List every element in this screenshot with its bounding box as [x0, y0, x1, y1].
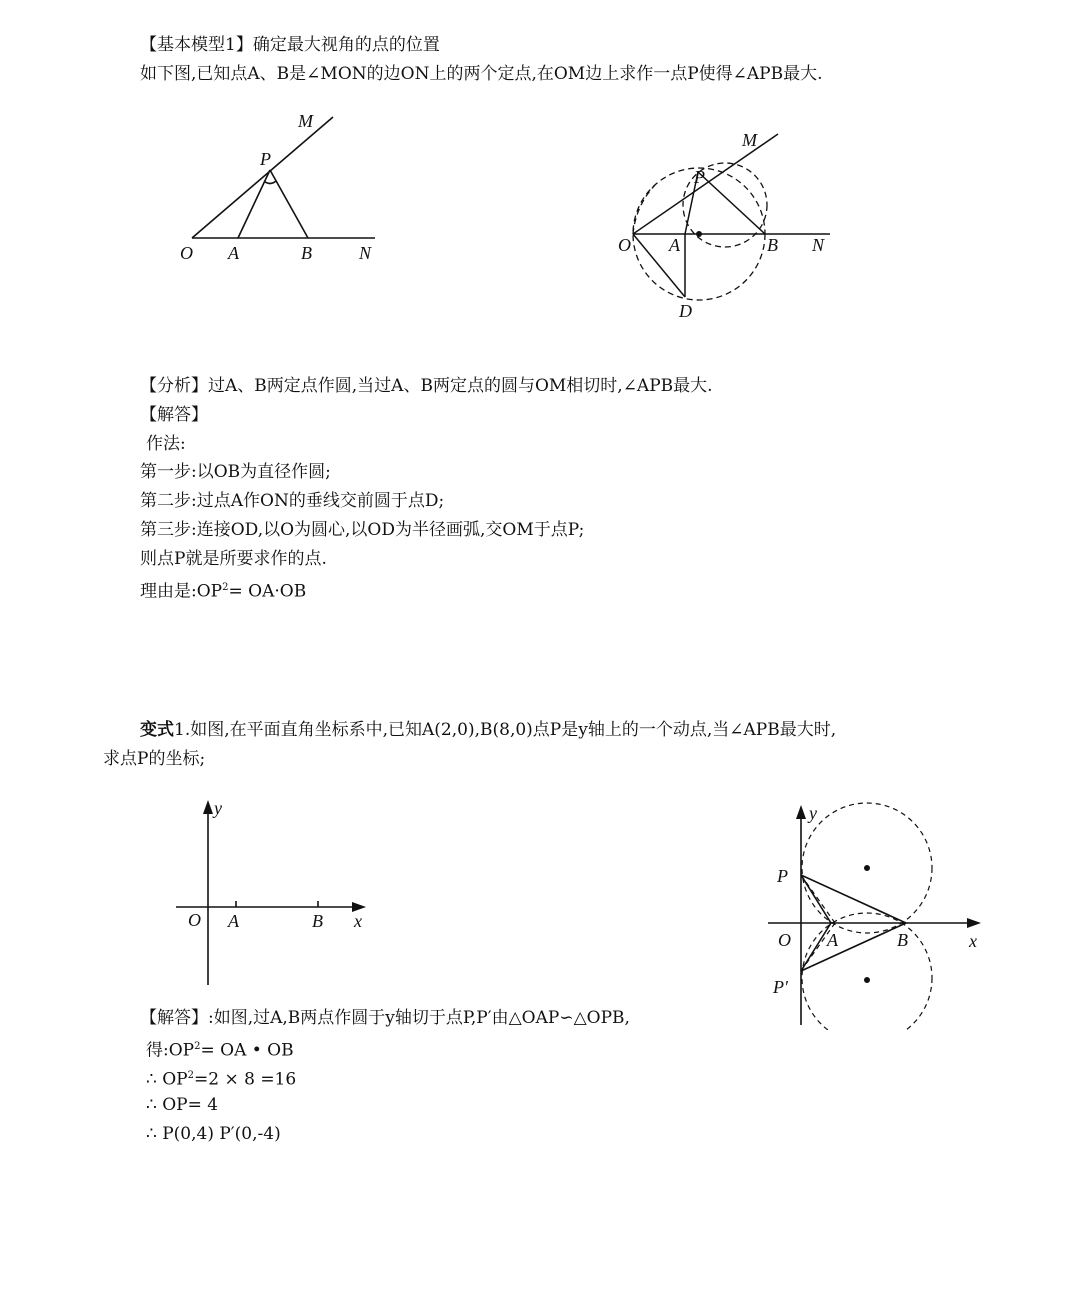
analysis: 【分析】过A、B两定点作圆,当过A、B两定点的圆与OM相切时,∠APB最大.: [140, 376, 713, 396]
label-o: O: [778, 930, 791, 950]
label-m: M: [742, 130, 757, 150]
solution-reason: 理由是$:OP^2= OA\cdot OB$: [140, 581, 307, 602]
solution-step-2: 第二步:过点A作ON的垂线交前圆于点D;: [140, 491, 445, 511]
label-b: B: [312, 911, 323, 931]
segment-pa: [238, 170, 270, 238]
ray-om: [192, 117, 333, 238]
label-y: y: [214, 798, 222, 818]
label-o: O: [618, 235, 631, 255]
solution-step-3: 第三步:连接OD,以O为圆心,以OD为半径画弧,交OM于点P;: [140, 520, 585, 540]
answer-line-2: 得$:OP^2=$ OA • OB: [146, 1040, 294, 1061]
figure-tangent-circles: [765, 795, 995, 1030]
label-p: P: [694, 167, 705, 187]
answer-line-5: ∴ P(0,4) P′(0,-4): [146, 1124, 281, 1144]
label-p: P: [777, 866, 788, 886]
problem-statement: 如下图,已知点A、B是∠MON的边ON上的两个定点,在OM边上求作一点P使得∠APB最大.: [140, 64, 823, 84]
circle-lower: [802, 913, 932, 1030]
figure-axes: [170, 790, 380, 990]
solution-heading: 【解答】: [140, 405, 208, 425]
label-y: y: [809, 803, 817, 823]
label-a: A: [228, 911, 239, 931]
segment-bp: [698, 172, 765, 234]
answer-line-3: ∴ $OP^2=2 \times 8 =16$: [146, 1069, 297, 1090]
y-arrow-icon: [203, 800, 213, 814]
label-d: D: [679, 301, 692, 321]
label-p: P: [260, 149, 271, 169]
solution-method: 作法:: [146, 434, 186, 454]
answer-line-1: 【解答】:如图,过A,B两点作圆于y轴切于点P,P′由△OAP∽△OPB,: [140, 1008, 630, 1028]
label-o: O: [188, 910, 201, 930]
center-dot: [696, 231, 702, 237]
solution-step-1: 第一步:以OB为直径作圆;: [140, 462, 331, 482]
label-n: N: [812, 235, 825, 255]
y-arrow-icon: [796, 805, 806, 819]
variant-line-2: 求点P的坐标;: [103, 749, 206, 769]
label-a: A: [827, 930, 838, 950]
segment-pb: [270, 170, 308, 238]
label-b: B: [301, 243, 312, 263]
upper-center-dot: [864, 865, 870, 871]
label-n: N: [359, 243, 372, 263]
x-arrow-icon: [967, 918, 981, 928]
figure-construction: [610, 125, 840, 325]
label-o: O: [180, 243, 193, 263]
label-a: A: [669, 235, 680, 255]
label-b: B: [897, 930, 908, 950]
answer-line-4: ∴ OP= 4: [146, 1095, 219, 1115]
variant-line-1: 变式1.如图,在平面直角坐标系中,已知A(2,0),B(8,0)点P是y轴上的一个动点,当∠APB最大时,: [140, 720, 837, 740]
label-a: A: [228, 243, 239, 263]
label-x: x: [354, 911, 362, 931]
lower-center-dot: [864, 977, 870, 983]
solution-conclusion: 则点P就是所要求作的点.: [140, 549, 327, 569]
section-title: 【基本模型1】确定最大视角的点的位置: [140, 35, 440, 55]
label-p-prime: P′: [773, 977, 788, 997]
figure-angle-mon: [170, 105, 400, 275]
label-b: B: [767, 235, 778, 255]
label-x: x: [969, 931, 977, 951]
angle-apb-arc: [264, 181, 276, 184]
label-m: M: [298, 111, 313, 131]
